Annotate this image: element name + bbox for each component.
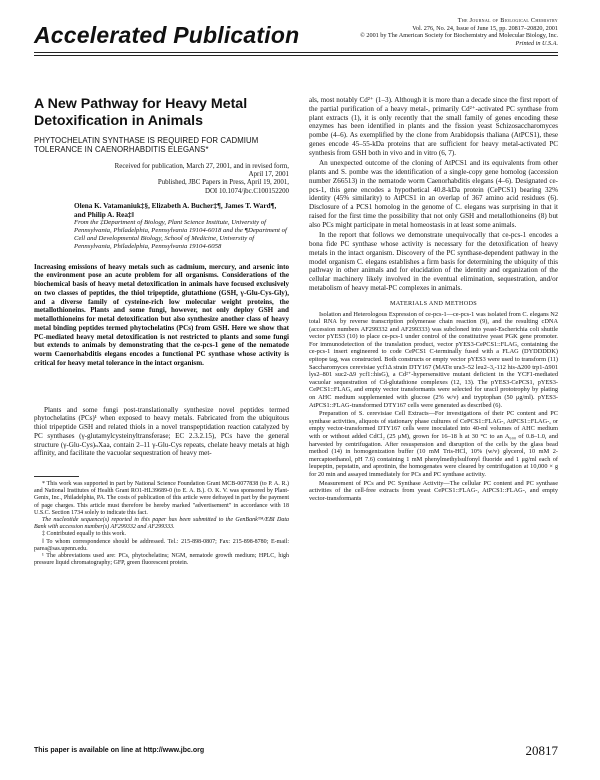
right-column [309,96,558,503]
date-line: Received for publication, March 27, 2001, and in revised form, [114,162,289,170]
publication-dates [34,163,289,196]
header-rule [34,52,558,53]
volume-line: Vol. 276, No. 24, Issue of June 15, pp. 20817–20820, 2001 [412,24,558,32]
article-subtitle: PHYTOCHELATIN SYNTHASE IS REQUIRED FOR CADMIUM TOLERANCE IN CAENORHABDITIS ELEGANS* [34,136,259,155]
date-line: DOI 10.1074/jbc.C100152200 [204,187,289,195]
methods-paragraph: Measurement of PCs and PC Synthase Activity—The cellular PC content and PC synthase activities of the cell-free extracts from yeast CePCS1::FLAG-, AtPCS1::FLAG-, and empty vector-transformants [309,479,558,502]
footnote-genbank: The nucleotide sequence(s) reported in this paper has been submitted to the GenBank™/EBI Data Bank with accession number(s) AF299332 and AF299333. [34,517,289,531]
affiliation: From the ‡Department of Biology, Plant Science Institute, University of Pennsylvania, Philadelphia, Pennsylvania 19104-6018 and the ¶Department of Cell and Developmental Biology, School of Medicine, University of Pennsylvania, Philadelphia, Pennsylvania 19104-6058 [74,219,287,251]
page-number: 20817 [525,743,558,758]
availability-note: This paper is available on line at http://www.jbc.org [34,747,205,754]
section-heading-methods: MATERIALS AND METHODS [389,299,478,307]
author-list: Olena K. Vatamaniuk‡§, Elizabeth A. Bucher‡¶, James T. Ward¶, and Philip A. Rea‡‖ [74,202,277,219]
article-title: A New Pathway for Heavy Metal Detoxification in Animals [34,96,248,129]
footnote-equal: ‡ Contributed equally to this work. [42,531,126,538]
body-paragraph: In the report that follows we demonstrate unequivocally that ce-pcs-1 encodes a bona fide PC synthase whose activity is necessary for the detoxification of heavy metals in the intact organism. Discovery of the PC synthase-dependent pathway in the model organism C. elegans establishes a firm basis for determining the ubiquity of this pathway in other animals and for elucidation of the identity and organization of the cellular machinery likely involved in the eventual elimination, sequestration, and/or metabolism of heavy metal-PC complexes in animals. [309,231,558,292]
date-line: April 17, 2001 [248,171,289,179]
left-column [34,96,289,568]
abstract: Increasing emissions of heavy metals such as cadmium, mercury, and arsenic into the environment pose an acute problem for all organisms. Considerations of the biochemical basis of heavy metal detoxification in animals have focused exclusively on two classes of peptides, the thiol tripeptide, glutathione (GSH, γ-Glu-Cys-Gly), and a diverse family of cysteine-rich low molecular weight proteins, the metallothioneins. Plants and some fungi, however, not only deploy GSH and metallothioneins for metal detoxification but also synthesize another class of heavy metal binding peptides termed phytochelatins (PCs) from GSH. Here we show that PC-mediated heavy metal detoxification is not restricted to plants and some fungi but extends to animals by demonstrating that the ce-pcs-1 gene of the nematode worm Caenorhabditis elegans encodes a functional PC synthase whose activity is critical for heavy metal tolerance in the intact organism. [34,262,289,367]
footnote-correspondence: ‖ To whom correspondence should be addressed. Tel.: 215-898-0807; Fax: 215-898-8780; E-mail: parea@sas.upenn.edu. [34,538,289,552]
printed-line: Printed in U.S.A. [515,39,558,47]
methods-paragraph: Isolation and Heterologous Expression of ce-pcs-1—ce-pcs-1 was isolated from C. elegans N2 total RNA by reverse transcription polymerase chain reaction (9), and the resulting cDNA (accession numbers AF299332 and AF299333) was subcloned into yeast-Escherichia coli shuttle vector pYES3 (10) to place ce-pcs-1 under control of the constitutive yeast PGK gene promoter. For immunodetection of the translation product, vector pYES3-CePCS1::FLAG, containing the ce-pcs-1 insert engineered to code CePCS1 C-terminally fused with a FLAG (DYDDDDK) epitope tag, was constructed. Both constructs or empty vector pYES3 were used to transform (11) Saccharomyces cerevisiae ycf1Δ strain DTY167 (MATα ura3–52 leu2–3,-112 his-Δ200 trp1-Δ901 lys2–801 suc2-Δ9 ycf1::hisG), a Cd²⁺-hypersensitive mutant deficient in the YCF1-mediated vacuolar sequestration of Cd-glutathione complexes (12, 13). The pYES3-CePCS1, pYES3-CePCS1::FLAG, and empty vector transformants were selected for uracil prototrophy by plating on AHC medium supplemented with glucose (2% w/v) and tryptophan (50 μg/ml). pYES3-AtPCS1::FLAG-transformed DTY167 cells were generated as described (6). [309,310,558,409]
date-line: Published, JBC Papers in Press, April 19, 2001, [157,179,289,187]
journal-info [298,17,558,47]
footnote-rule [34,476,79,477]
footnote-abbreviations: ¹ The abbreviations used are: PCs, phytochelatins; NGM, nematode growth medium; HPLC, high pressure liquid chromatography; GFP, green fluorescent protein. [34,553,289,567]
footnote-funding: * This work was supported in part by National Science Foundation Grant MCB-0077838 (to P. A. R.) and National Institutes of Health Grant RO1-HL39689-0 (to E. A. B.). O. K. V. was sponsored by Plant-Genix, Inc., Philadelphia, PA. The costs of publication of this article were defrayed in part by the payment of page charges. This article must therefore be hereby marked "advertisement" in accordance with 18 U.S.C. Section 1734 solely to indicate this fact. [34,481,289,516]
body-paragraph: An unexpected outcome of the cloning of AtPCS1 and its equivalents from other plants and S. pombe was the identification of a single-copy gene homolog (accession number Z66513) in the nematode worm Caenorhabditis elegans (4–6). Designated ce-pcs-1, this gene encodes a hypothetical 40.8-kDa protein (CePCS1) bearing 32% identity (45% similarity) to AtPCS1 in an overlap of 367 amino acid residues (6). Disclosure of a PCS1 homolog in the genome of C. elegans was surprising in that it raised for the first time the possibility that not only GSH and metallothioneins (8) but also PCs might participate in metal homeostasis in at least some animals. [309,159,558,229]
section-heading: Accelerated Publication [34,22,300,48]
header-rule-thin [34,55,558,56]
copyright-line: © 2001 by The American Society for Biochemistry and Molecular Biology, Inc. [360,32,558,40]
methods-paragraph: Preparation of S. cerevisiae Cell Extracts—For investigations of their PC content and PC synthase activities, aliquots of stationary phase cultures of CePCS1::FLAG-, AtPCS1::FLAG-, or empty vector-transformed DTY167 cells were inoculated into 40-ml volumes of AHC medium with or without added CdCl₂ (25 μM), grown for 16–18 h at 30 °C to an A₆₀₀ of 0.8–1.0, and harvested by centrifugation. After resuspension and disruption of the cells by the glass bead method (14) in homogenization buffer (10 mM Tris-HCl, 10% (w/v) glycerol, 10 mM 2-mercaptoethanol, pH 7.6) containing 1 mM phenylmethylsulfonyl fluoride and 1 μg/ml each of leupeptin, pepstatin, and aprotinin, the homogenates were cleared by centrifugation at 10,000 × g for 20 min and assayed immediately for PCs and PC synthase activity. [309,410,558,478]
footnotes [34,481,289,567]
intro-paragraph: Plants and some fungi post-translationally synthesize novel peptides termed phytochelatins (PCs)¹ when exposed to heavy metals. Fabricated from the ubiquitous thiol tripeptide GSH and related thiols in a novel transpeptidation reaction catalyzed by PC synthases (γ-glutamylcysteinyltransferase; EC 2.3.2.15), PCs have the general structure (γ-Glu-Cys)ₙXaa, contain 2–11 γ-Glu-Cys repeats, chelate heavy metals at high affinity, and facilitate the vacuolar sequestration of heavy met- [34,405,289,458]
body-paragraph: als, most notably Cd²⁺ (1–3). Although it is more than a decade since the first report of the partial purification of a heavy metal-, primarily Cd²⁺-activated PC synthase from plant extracts (1), it is only recently that the small family of genes encoding these enzymes has been identified in plants and the fission yeast Schizosaccharomyces pombe (4–6). As exemplified by the clone from Arabidopsis thaliana (AtPCS1), these genes encode 45–55-kDa proteins that are sufficient for heavy metal-activated PC synthesis from GSH both in vivo and in vitro (6, 7). [309,96,558,157]
journal-name: The Journal of Biological Chemistry [457,17,558,24]
